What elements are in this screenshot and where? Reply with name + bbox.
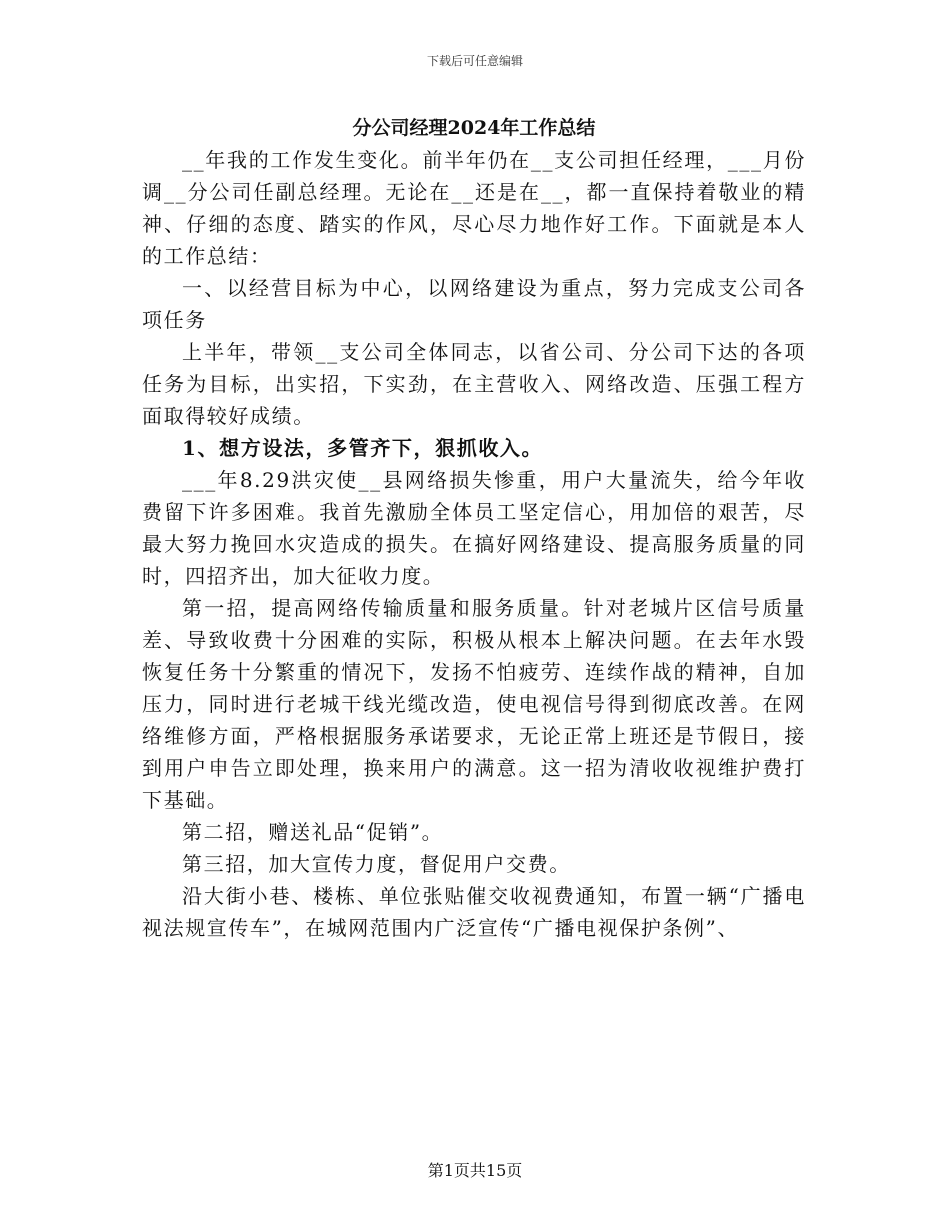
paragraph-first-move: 第一招，提高网络传输质量和服务质量。针对老城片区信号质量差、导致收费十分困难的实际，积极从根本上解决问题。在去年水毁恢复任务十分繁重的情况下，发扬不怕疲劳、连续作战的精神，自加压力，同时进行老城干线光缆改造，使电视信号得到彻底改善。在网络维修方面，严格根据服务承诺要求，无论正常上班还是节假日，接到用户申告立即处理，换来用户的满意。这一招为清收收视维护费打下基础。 bbox=[142, 596, 806, 812]
paragraph-flood: ___年8.29洪灾使__县网络损失惨重，用户大量流失，给今年收费留下许多困难。我首先激励全体员工坚定信心，用加倍的艰苦，尽最大努力挽回水灾造成的损失。在搞好网络建设、提高服务质量的同时，四招齐出，加大征收力度。 bbox=[142, 468, 806, 588]
paragraph-second-move: 第二招，赠送礼品“促销”。 bbox=[182, 820, 444, 844]
document-title: 分公司经理2024年工作总结 bbox=[352, 117, 596, 139]
section-heading-1: 一、以经营目标为中心，以网络建设为重点，努力完成支公司各项任务 bbox=[142, 276, 806, 332]
paragraph-first-half: 上半年，带领__支公司全体同志，以省公司、分公司下达的各项任务为目标，出实招，下实劲，在主营收入、网络改造、压强工程方面取得较好成绩。 bbox=[142, 340, 806, 428]
subheading-1: 1、想方设法，多管齐下，狠抓收入。 bbox=[182, 436, 544, 460]
paragraph-third-move: 第三招，加大宣传力度，督促用户交费。 bbox=[182, 852, 571, 876]
page-number: 第1页共15页 bbox=[427, 1161, 523, 1180]
page-header: 下载后可任意编辑 bbox=[426, 54, 523, 68]
paragraph-intro: __年我的工作发生变化。前半年仍在__支公司担任经理，___月份调__分公司任副总经理。无论在__还是在__，都一直保持着敬业的精神、仔细的态度、踏实的作风，尽心尽力地作好工作。下面就是本人的工作总结： bbox=[142, 148, 806, 268]
document-body bbox=[142, 112, 806, 944]
paragraph-publicity: 沿大街小巷、楼栋、单位张贴催交收视费通知，布置一辆“广播电视法规宣传车”，在城网范围内广泛宣传“广播电视保护条例”、 bbox=[142, 884, 806, 940]
